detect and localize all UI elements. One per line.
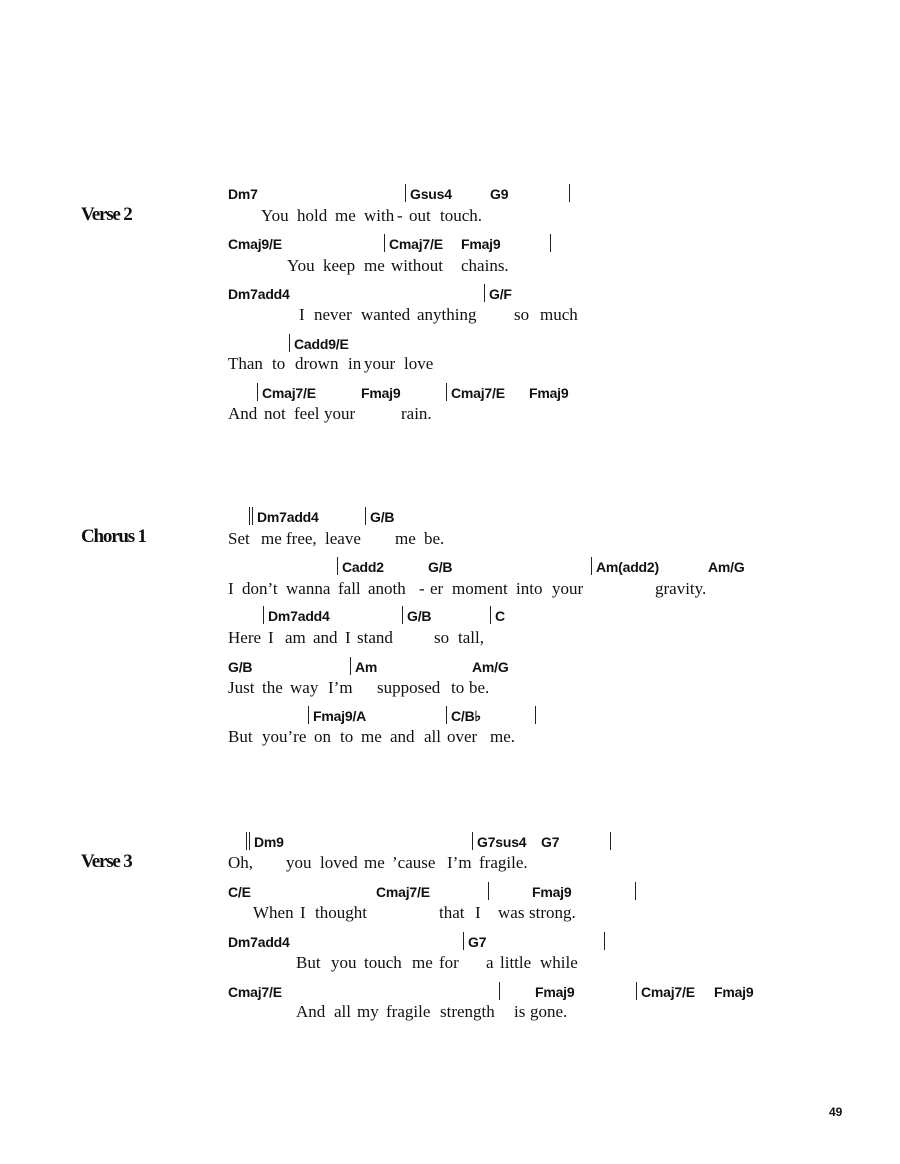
bar-line (490, 606, 491, 624)
bar-line (365, 507, 366, 525)
lyric-word: you (286, 853, 312, 872)
chord: Fmaj9 (461, 236, 501, 252)
bar-line (350, 657, 351, 675)
lyric-word: you (331, 953, 357, 972)
lyric-word: I (228, 579, 234, 598)
bar-line (569, 184, 570, 202)
lyric-word: I (475, 903, 481, 922)
lyric-word: your (552, 579, 584, 598)
lyric-word: But (296, 953, 321, 972)
lyric-word: the (262, 678, 283, 697)
lyric-word: er (430, 579, 444, 598)
bar-line (636, 982, 637, 1000)
chord: Am/G (708, 559, 745, 575)
lyric-word: I (299, 305, 305, 324)
lyric-word: I’m (328, 678, 353, 697)
lyric-word: Just (228, 678, 255, 697)
chord: Fmaj9/A (313, 708, 367, 724)
lyric-word: You (287, 256, 315, 275)
bar-line (405, 184, 406, 202)
lyric-word: for (439, 953, 459, 972)
double-bar-line (249, 507, 253, 525)
chord: Dm7add4 (268, 608, 330, 624)
section-label-chorus-1: Chorus 1 (81, 526, 146, 547)
chord: Cmaj7/E (389, 236, 443, 252)
lyric-word: and (313, 628, 338, 647)
lyric-word: to (451, 678, 465, 697)
chord: Cmaj9/E (228, 236, 282, 252)
lyric-word: my (357, 1002, 379, 1021)
lyric-word: to (272, 354, 286, 373)
double-bar-line (246, 832, 250, 850)
bar-line (472, 832, 473, 850)
lyric-word: is (514, 1002, 526, 1021)
bar-line (604, 932, 605, 950)
lyric-word: all (334, 1002, 351, 1021)
lyric-word: rain. (401, 404, 432, 423)
lyric-word: I’m (447, 853, 472, 872)
lyric-word: little (500, 953, 532, 972)
bar-line (446, 706, 447, 724)
lyric-word: thought (315, 903, 367, 922)
lyric-word: never (314, 305, 352, 324)
lyric-word: moment (452, 579, 508, 598)
chord: Dm9 (254, 834, 284, 850)
chord: Dm7add4 (257, 509, 319, 525)
lyric-word: you’re (262, 727, 307, 746)
lyric-word: Than (228, 354, 263, 373)
chord: Dm7add4 (228, 934, 290, 950)
lyric-word: loved (320, 853, 358, 872)
lyric-word: fragile (386, 1002, 431, 1021)
bar-line (635, 882, 636, 900)
lyric-word: me (395, 529, 416, 548)
bar-line (402, 606, 403, 624)
lyric-word: wanted (361, 305, 411, 324)
chord: Cmaj7/E (641, 984, 695, 1000)
lyric-word: out (409, 206, 431, 225)
lyric-word: chains. (461, 256, 509, 275)
lyric-word: be. (424, 529, 445, 548)
chord: G9 (490, 186, 509, 202)
bar-line (384, 234, 385, 252)
bar-line (488, 882, 489, 900)
lyric-word: You (261, 206, 289, 225)
chord: Cadd2 (342, 559, 384, 575)
lyric-word: keep (323, 256, 356, 275)
chord: Fmaj9 (361, 385, 401, 401)
lyric-word: way (290, 678, 319, 697)
lyric-word: without (391, 256, 443, 275)
bar-line (337, 557, 338, 575)
chord: Cmaj7/E (376, 884, 430, 900)
lyric-word: But (228, 727, 253, 746)
chord: Dm7add4 (228, 286, 290, 302)
lyric-word: anything (417, 305, 477, 324)
lyric-word: me (361, 727, 382, 746)
lyric-word: not (264, 404, 286, 423)
chord: C/B♭ (451, 708, 481, 724)
section-label-verse-2: Verse 2 (81, 204, 132, 225)
lyric-word: ’cause (392, 853, 436, 872)
chord: Fmaj9 (714, 984, 754, 1000)
chord: G/B (428, 559, 453, 575)
lyric-word: Set (228, 529, 250, 548)
chord: Cmaj7/E (262, 385, 316, 401)
bar-line (610, 832, 611, 850)
bar-line (535, 706, 536, 724)
bar-line (263, 606, 264, 624)
chord: G7 (541, 834, 560, 850)
lyric-word: I (300, 903, 306, 922)
lyric-word: over (447, 727, 478, 746)
chord: Cmaj7/E (228, 984, 282, 1000)
lyric-word: anoth (368, 579, 406, 598)
lyric-word: on (314, 727, 331, 746)
chord: Cmaj7/E (451, 385, 505, 401)
lyric-word: that (439, 903, 465, 922)
lyric-word: fall (338, 579, 361, 598)
lyric-word: and (390, 727, 415, 746)
chord: C (495, 608, 505, 624)
chord: Cadd9/E (294, 336, 349, 352)
lyric-word: your (324, 404, 356, 423)
lyric-word: in (348, 354, 362, 373)
lyric-word: was (498, 903, 525, 922)
bar-line (289, 334, 290, 352)
lyric-word: When (253, 903, 294, 922)
bar-line (308, 706, 309, 724)
chord: G/B (228, 659, 253, 675)
lyric-word: much (540, 305, 578, 324)
lyric-word: me (364, 256, 385, 275)
lyric-word: gone. (530, 1002, 568, 1021)
lyric-word: so (434, 628, 450, 647)
lyric-word: love (404, 354, 434, 373)
lyric-word: so (514, 305, 530, 324)
chord: G/B (370, 509, 395, 525)
lyric-word: all (424, 727, 441, 746)
lyric-word: me (261, 529, 282, 548)
bar-line (463, 932, 464, 950)
lyric-word: And (296, 1002, 326, 1021)
lyric-word: to (340, 727, 354, 746)
lyric-word: me (335, 206, 356, 225)
bar-line (499, 982, 500, 1000)
lyric-word: while (540, 953, 578, 972)
chord: Fmaj9 (529, 385, 569, 401)
lyric-word: stand (357, 628, 393, 647)
lyric-word: tall, (458, 628, 484, 647)
lyric-word: Here (228, 628, 262, 647)
lyric-word: be. (469, 678, 490, 697)
lyric-word: am (285, 628, 306, 647)
lyric-word: And (228, 404, 258, 423)
lyric-word: gravity. (655, 579, 707, 598)
lyric-hyphen: - (419, 579, 425, 598)
chord: Gsus4 (410, 186, 452, 202)
bar-line (257, 383, 258, 401)
lyric-word: me. (490, 727, 516, 746)
chord: G/B (407, 608, 432, 624)
chord: G7 (468, 934, 487, 950)
lyric-word: fragile. (479, 853, 528, 872)
bar-line (446, 383, 447, 401)
lyric-word: don’t (242, 579, 278, 598)
chord: C/E (228, 884, 251, 900)
lyric-word: me (364, 853, 385, 872)
lyric-word: I (345, 628, 351, 647)
chord: G7sus4 (477, 834, 527, 850)
lyric-word: free, (286, 529, 317, 548)
section-label-verse-3: Verse 3 (81, 851, 132, 872)
lyric-word: into (516, 579, 543, 598)
chord: Am(add2) (596, 559, 659, 575)
bar-line (591, 557, 592, 575)
lyric-word: feel (294, 404, 320, 423)
lyric-word: hold (297, 206, 328, 225)
lyric-word: your (364, 354, 396, 373)
page-number: 49 (829, 1105, 843, 1119)
lyric-word: strength (440, 1002, 495, 1021)
lyric-hyphen: - (397, 206, 403, 225)
bar-line (484, 284, 485, 302)
lyric-word: supposed (377, 678, 441, 697)
chord: Fmaj9 (535, 984, 575, 1000)
chord: Am (355, 659, 378, 675)
lyric-word: wanna (286, 579, 331, 598)
lyric-word: me (412, 953, 433, 972)
lyric-word: strong. (529, 903, 576, 922)
lyric-word: touch. (440, 206, 483, 225)
chord: Am/G (472, 659, 509, 675)
lyric-word: with (364, 206, 395, 225)
lyric-word: I (268, 628, 274, 647)
chord: Fmaj9 (532, 884, 572, 900)
chord: Dm7 (228, 186, 258, 202)
chord: G/F (489, 286, 512, 302)
bar-line (550, 234, 551, 252)
lyric-word: a (486, 953, 494, 972)
lyric-word: touch (364, 953, 402, 972)
lyric-word: leave (325, 529, 361, 548)
lyric-word: Oh, (228, 853, 254, 872)
lyric-word: drown (295, 354, 339, 373)
